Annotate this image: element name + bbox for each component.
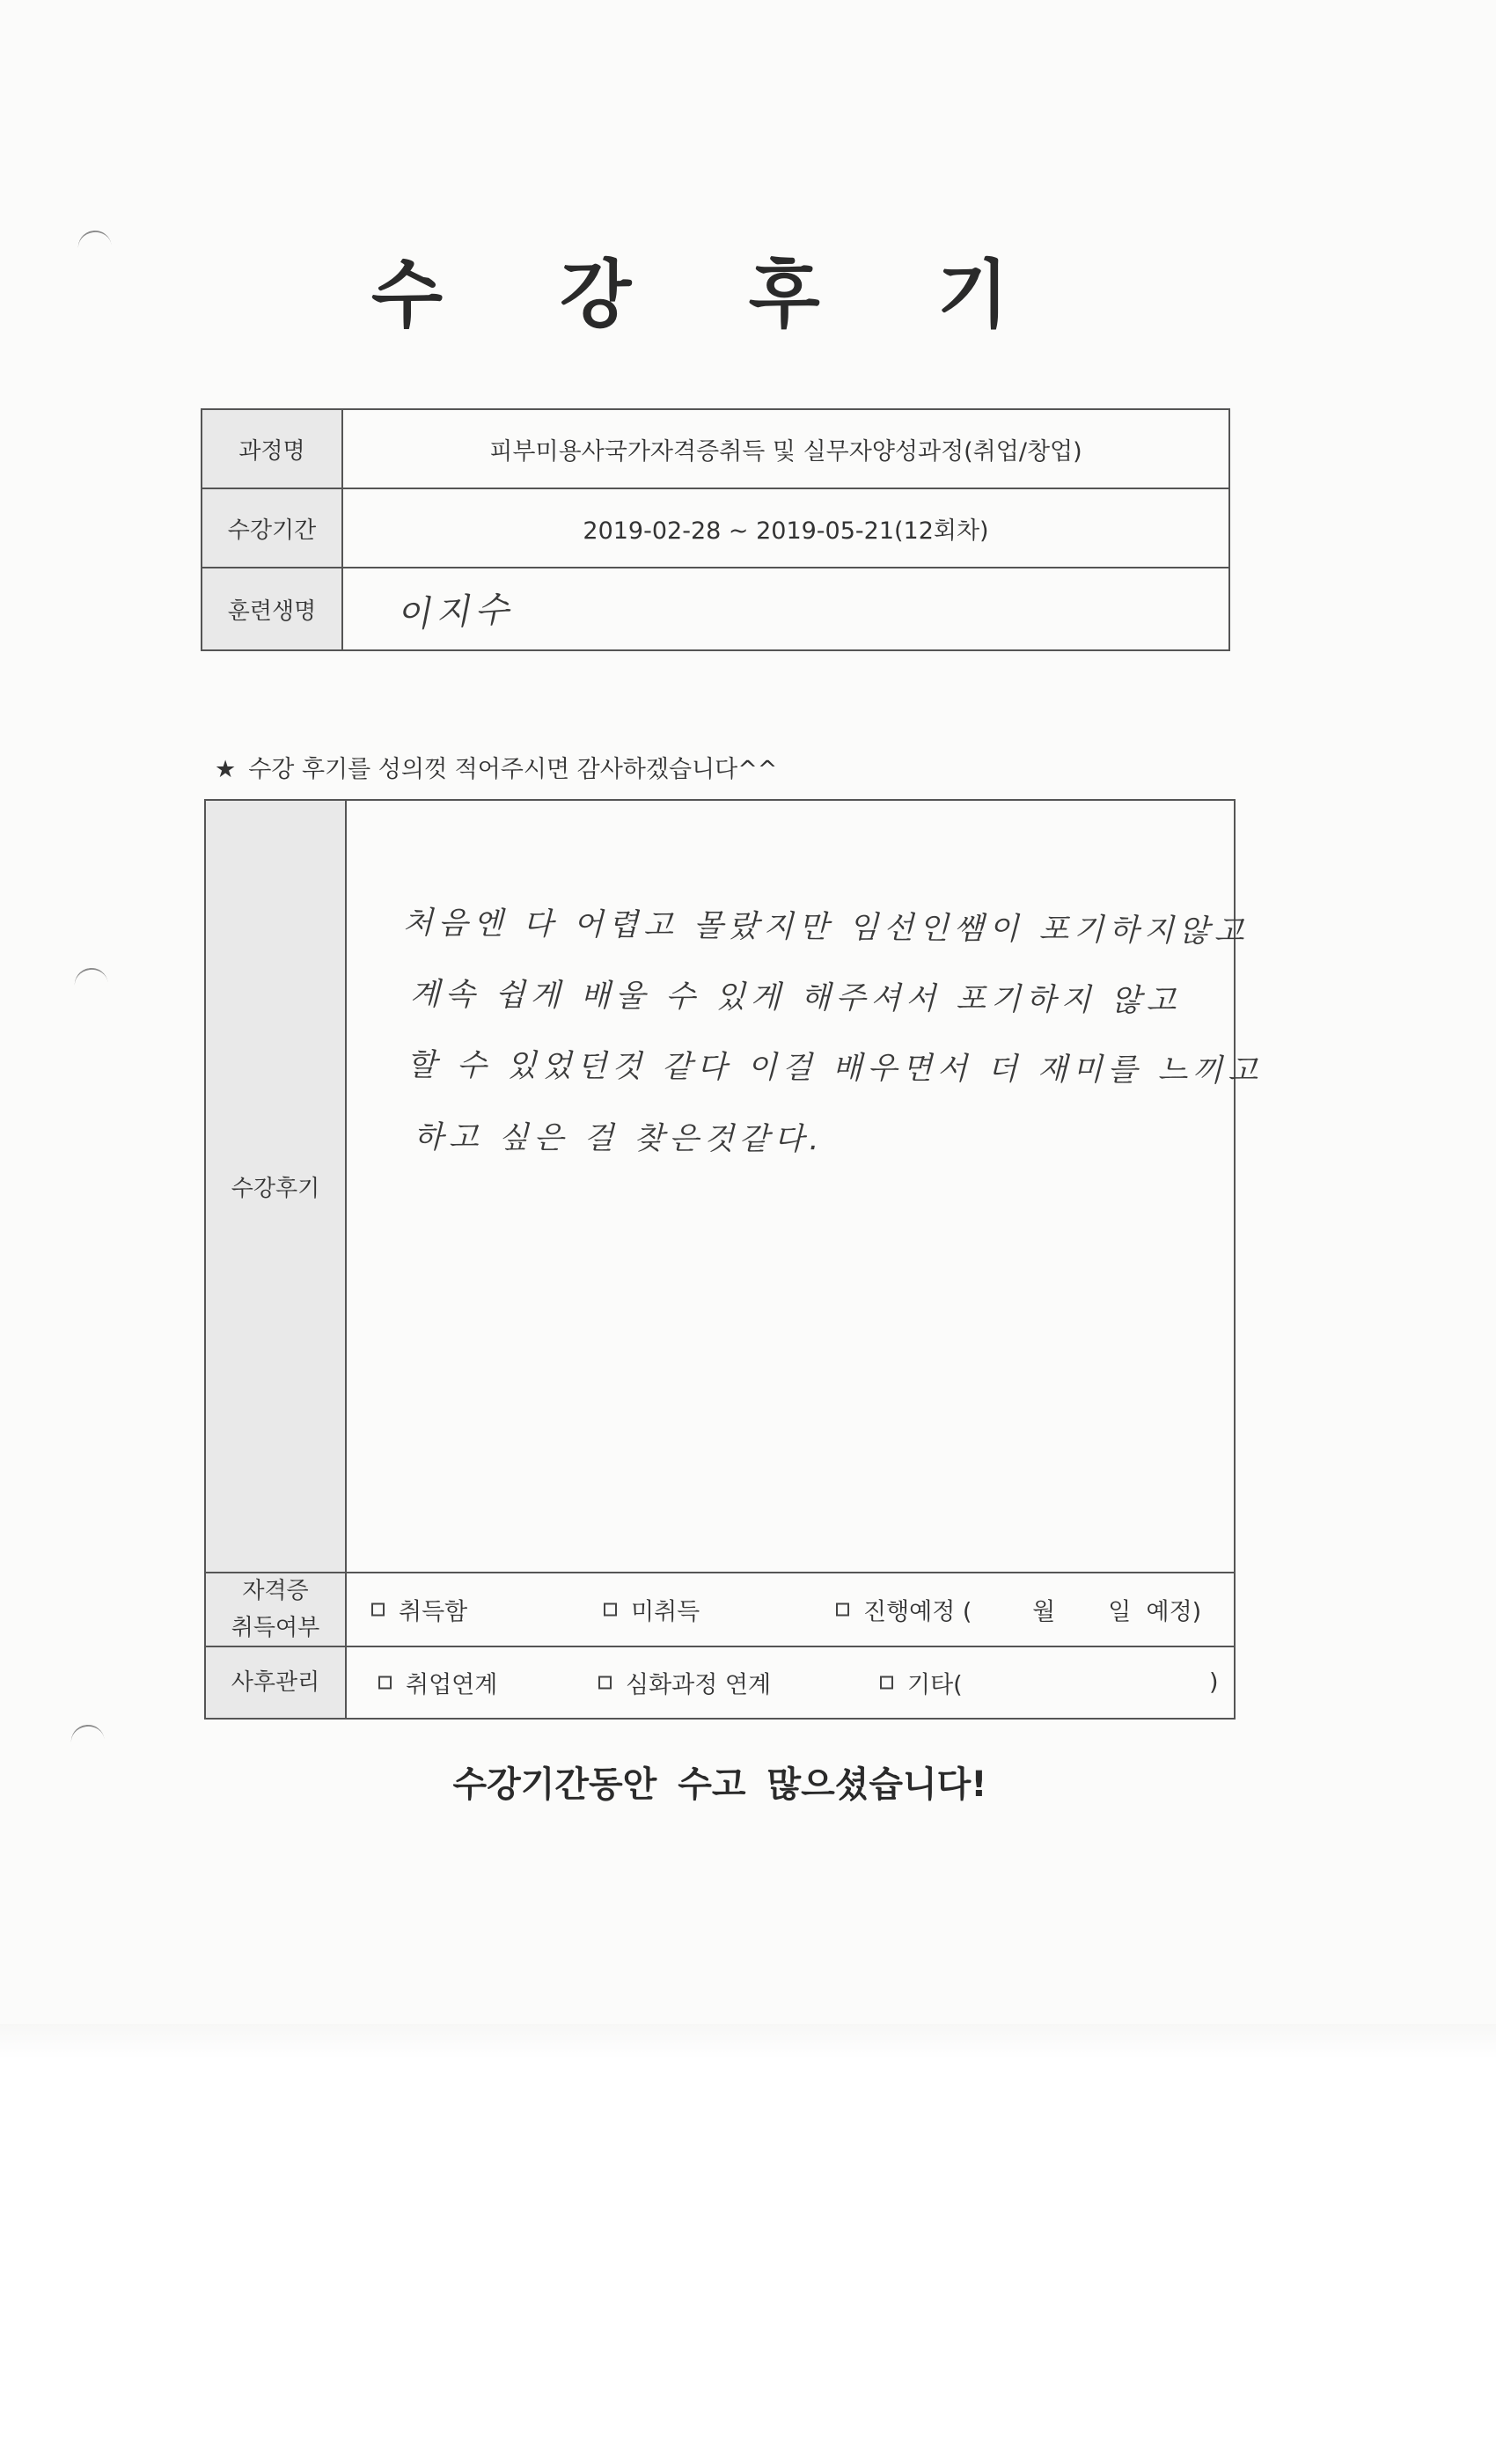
period-row bbox=[202, 489, 1228, 568]
trainee-row bbox=[202, 568, 1228, 649]
option-other-close bbox=[1209, 1669, 1219, 1697]
review-row bbox=[206, 801, 1264, 1573]
option-in-progress-label: 진행예정 ( 월 일 예정) bbox=[863, 1598, 1202, 1626]
option-advanced-course-label: 심화과정 연계 bbox=[626, 1671, 772, 1699]
review-line: 처음엔 다 어렵고 몰랐지만 임선인쌤이 포기하지않고 bbox=[402, 905, 1250, 950]
checkbox-icon[interactable] bbox=[371, 1603, 385, 1617]
trainee-name-handwritten: 이지수 bbox=[395, 589, 516, 635]
trainee-value-cell bbox=[343, 568, 1228, 649]
period-value: 2019-02-28 ~ 2019-05-21(12회차) bbox=[583, 517, 989, 545]
course-label: 과정명 bbox=[202, 410, 343, 488]
option-job-link-label: 취업연계 bbox=[406, 1671, 498, 1699]
trainee-label: 훈련생명 bbox=[202, 568, 343, 649]
instruction-note bbox=[215, 750, 777, 784]
option-other-label: 기타( bbox=[907, 1671, 963, 1699]
aftercare-label: 사후관리 bbox=[206, 1647, 347, 1718]
certificate-options bbox=[347, 1573, 1234, 1646]
certificate-label-line1: 자격증 bbox=[242, 1578, 309, 1604]
instruction-text: 수강 후기를 성의껏 적어주시면 감사하겠습니다^^ bbox=[248, 756, 778, 783]
page-title: 수 강 후 기 bbox=[370, 252, 1055, 338]
certificate-status-label bbox=[206, 1573, 347, 1646]
review-table bbox=[204, 799, 1264, 1720]
review-line: 할 수 있었던것 같다 이걸 배우면서 더 재미를 느끼고 bbox=[406, 1047, 1264, 1089]
checkbox-icon[interactable] bbox=[604, 1603, 617, 1617]
course-row bbox=[202, 410, 1228, 489]
checkbox-icon[interactable] bbox=[836, 1603, 849, 1617]
option-in-progress[interactable] bbox=[836, 1593, 1201, 1627]
option-other[interactable] bbox=[880, 1666, 963, 1700]
course-info-table bbox=[201, 408, 1230, 651]
option-other-close-paren: ) bbox=[1209, 1668, 1219, 1697]
review-line: 하고 싶은 걸 찾은것같다. bbox=[413, 1119, 825, 1158]
checkbox-icon[interactable] bbox=[378, 1676, 392, 1690]
course-value: 피부미용사국가자격증취득 및 실무자양성과정(취업/창업) bbox=[489, 437, 1082, 466]
option-not-acquired-label: 미취득 bbox=[631, 1598, 700, 1626]
closing-message: 수강기간동안 수고 많으셨습니다! bbox=[452, 1764, 987, 1805]
review-text-area bbox=[347, 801, 1264, 1572]
star-icon: ★ bbox=[215, 756, 237, 783]
certificate-label-line2: 취득여부 bbox=[231, 1615, 320, 1641]
certificate-status-row bbox=[206, 1573, 1234, 1647]
review-line: 계속 쉽게 배울 수 있게 해주셔서 포기하지 않고 bbox=[409, 977, 1182, 1019]
checkbox-icon[interactable] bbox=[598, 1676, 612, 1690]
option-not-acquired[interactable] bbox=[604, 1593, 700, 1627]
option-job-link[interactable] bbox=[378, 1666, 497, 1700]
option-acquired[interactable] bbox=[371, 1593, 467, 1627]
option-advanced-course[interactable] bbox=[598, 1666, 771, 1700]
aftercare-options bbox=[347, 1647, 1234, 1718]
period-label: 수강기간 bbox=[202, 489, 343, 567]
checkbox-icon[interactable] bbox=[880, 1676, 893, 1690]
option-acquired-label: 취득함 bbox=[399, 1598, 468, 1626]
review-label: 수강후기 bbox=[206, 801, 347, 1572]
aftercare-row bbox=[206, 1647, 1234, 1718]
page-edge bbox=[0, 2024, 1496, 2059]
